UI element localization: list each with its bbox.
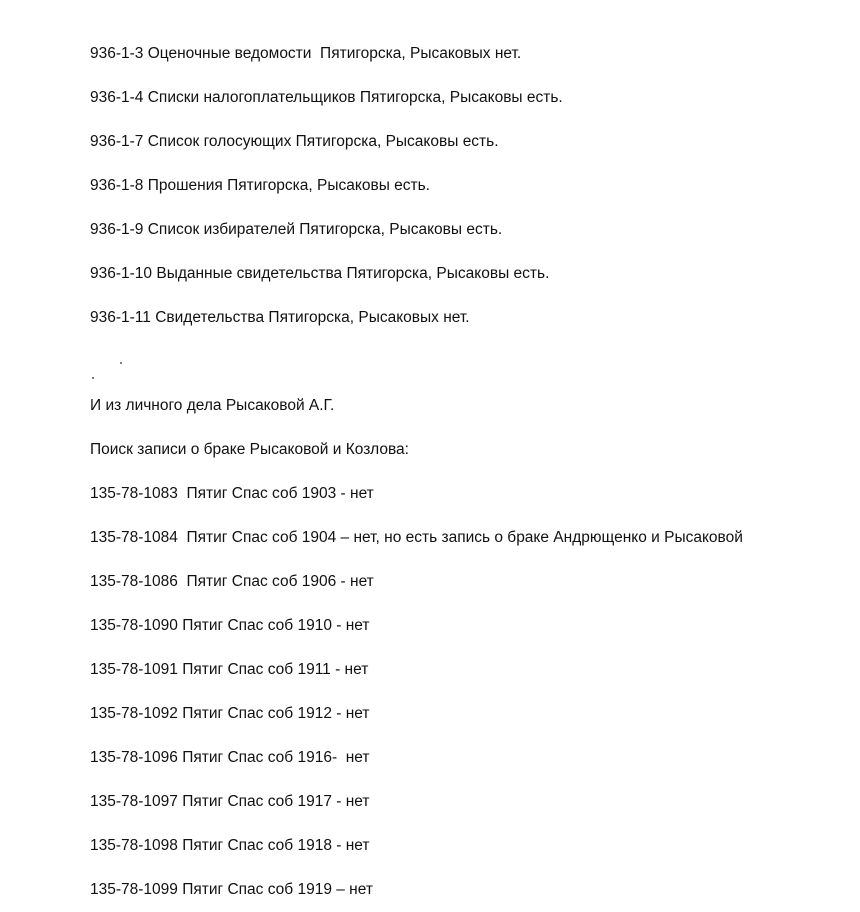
marriage-line-1099: 135-78-1099 Пятиг Спас соб 1919 – нет xyxy=(90,881,373,898)
marriage-line-1098: 135-78-1098 Пятиг Спас соб 1918 - нет xyxy=(90,837,370,854)
marriage-line-1097: 135-78-1097 Пятиг Спас соб 1917 - нет xyxy=(90,793,370,810)
archive-line-936-1-8: 936-1-8 Прошения Пятигорска, Рысаковы есть. xyxy=(90,177,430,194)
archive-line-936-1-3: 936-1-3 Оценочные ведомости Пятигорска, Рысаковых нет. xyxy=(90,45,522,62)
marriage-line-1084: 135-78-1084 Пятиг Спас соб 1904 – нет, но есть запись о браке Андрющенко и Рысаковой xyxy=(90,529,743,546)
marriage-line-1096: 135-78-1096 Пятиг Спас соб 1916- нет xyxy=(90,749,370,766)
archive-line-936-1-7: 936-1-7 Список голосующих Пятигорска, Рысаковы есть. xyxy=(90,133,499,150)
marriage-line-1086: 135-78-1086 Пятиг Спас соб 1906 - нет xyxy=(90,573,374,590)
archive-line-936-1-4: 936-1-4 Списки налогоплательщиков Пятигорска, Рысаковы есть. xyxy=(90,89,563,106)
marriage-search-heading: Поиск записи о браке Рысаковой и Козлова: xyxy=(90,441,409,458)
marriage-line-1091: 135-78-1091 Пятиг Спас соб 1911 - нет xyxy=(90,661,369,678)
archive-line-936-1-10: 936-1-10 Выданные свидетельства Пятигорска, Рысаковы есть. xyxy=(90,265,550,282)
marriage-line-1092: 135-78-1092 Пятиг Спас соб 1912 - нет xyxy=(90,705,370,722)
personal-file-line: И из личного дела Рысаковой А.Г. xyxy=(90,397,335,414)
marriage-line-1083: 135-78-1083 Пятиг Спас соб 1903 - нет xyxy=(90,485,374,502)
scan-speck xyxy=(92,377,94,379)
scan-speck xyxy=(120,362,122,364)
archive-line-936-1-9: 936-1-9 Список избирателей Пятигорска, Рысаковы есть. xyxy=(90,221,503,238)
archive-line-936-1-11: 936-1-11 Свидетельства Пятигорска, Рысаковых нет. xyxy=(90,309,470,326)
marriage-line-1090: 135-78-1090 Пятиг Спас соб 1910 - нет xyxy=(90,617,370,634)
